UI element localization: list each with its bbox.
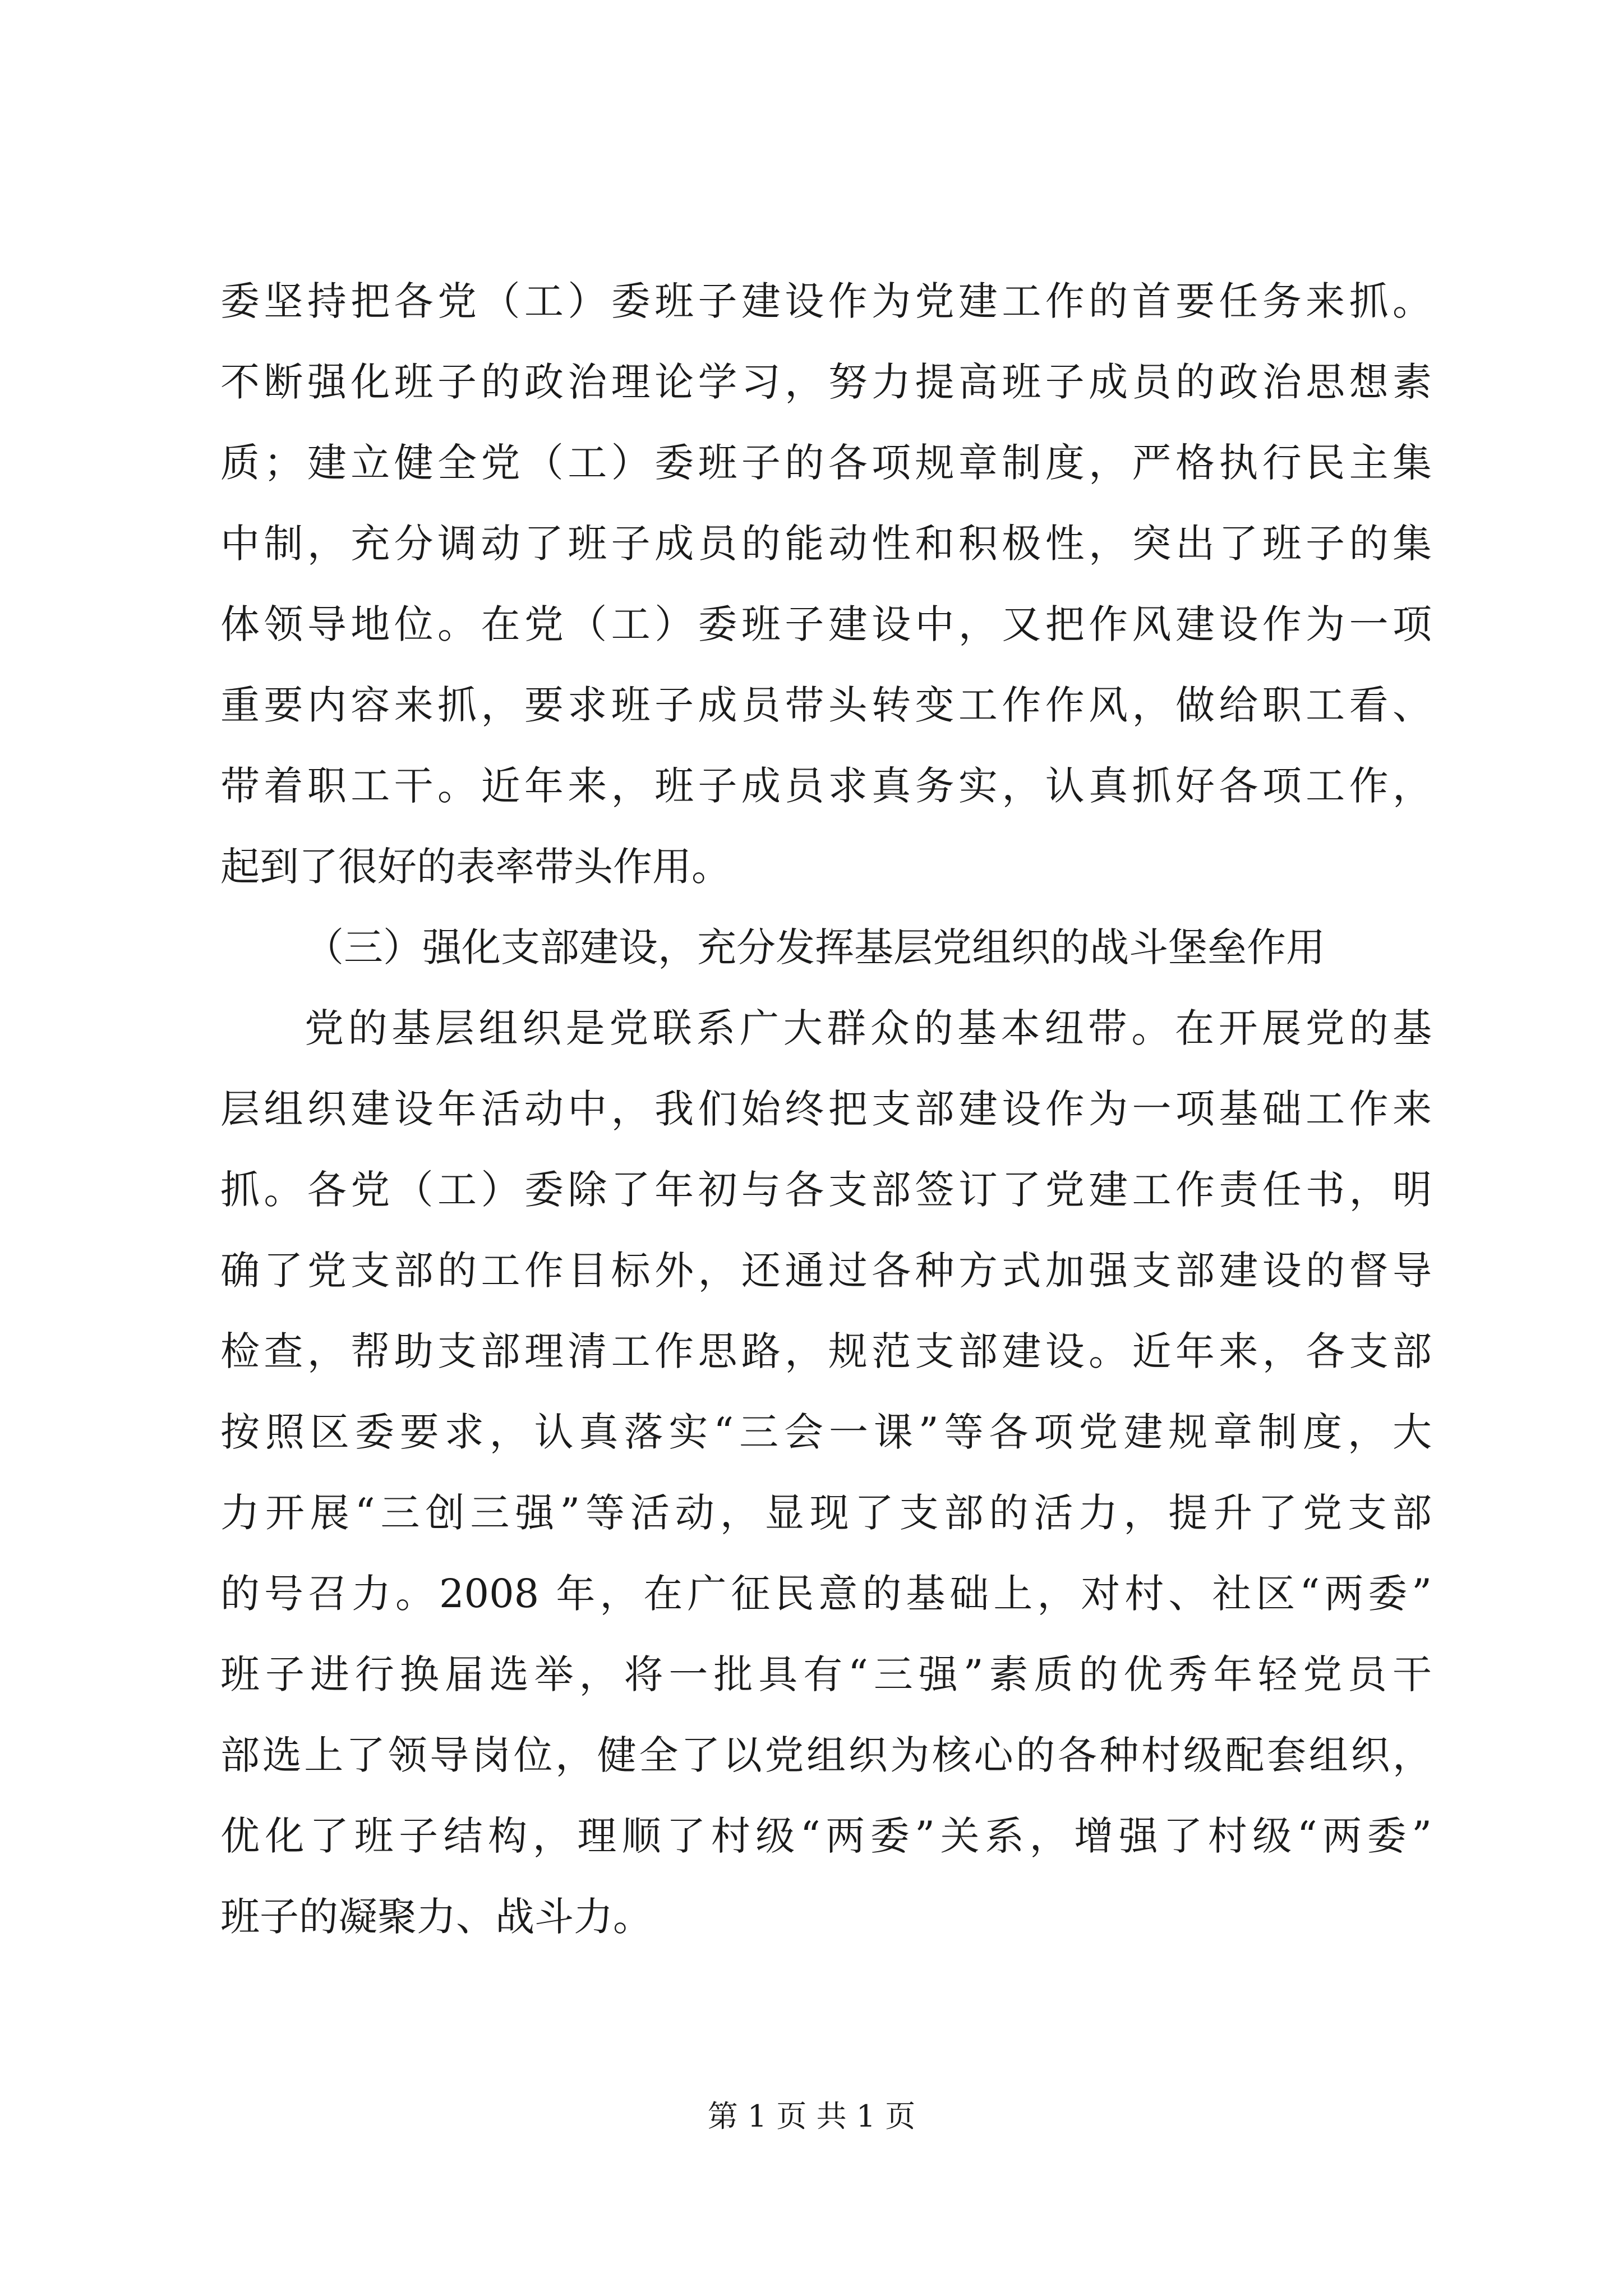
text-line: 体领导地位。在党（工）委班子建设中，又把作风建设作为一项 (220, 601, 1432, 647)
section-heading (220, 907, 1432, 988)
text-line: 部选上了领导岗位，健全了以党组织为核心的各种村级配套组织， (220, 1732, 1432, 1778)
text-line: 班子的凝聚力、战斗力。 (220, 1894, 652, 1940)
section-heading-text: （三）强化支部建设，充分发挥基层党组织的战斗堡垒作用 (305, 924, 1325, 970)
text-line: 按照区委要求，认真落实“三会一课”等各项党建规章制度，大 (220, 1409, 1432, 1455)
page-number-label: 第 1 页 共 1 页 (707, 2099, 916, 2134)
text-line: 力开展“三创三强”等活动，显现了支部的活力，提升了党支部 (220, 1490, 1432, 1536)
text-line: 班子进行换届选举，将一批具有“三强”素质的优秀年轻党员干 (220, 1651, 1432, 1697)
text-line: 中制，充分调动了班子成员的能动性和积极性，突出了班子的集 (220, 521, 1432, 567)
text-line: 层组织建设年活动中，我们始终把支部建设作为一项基础工作来 (220, 1086, 1432, 1132)
text-line: 委坚持把各党（工）委班子建设作为党建工作的首要任务来抓。 (220, 278, 1432, 324)
text-line: 的号召力。2008 年，在广征民意的基础上，对村、社区“两委” (220, 1571, 1432, 1617)
text-line: 不断强化班子的政治理论学习，努力提高班子成员的政治思想素 (220, 359, 1432, 405)
paragraph-2 (220, 988, 1432, 1957)
text-line: 重要内容来抓，要求班子成员带头转变工作作风，做给职工看、 (220, 682, 1432, 728)
text-line: 起到了很好的表率带头作用。 (220, 844, 731, 890)
text-line: 党的基层组织是党联系广大群众的基本纽带。在开展党的基 (305, 1005, 1432, 1051)
document-body (220, 261, 1432, 1957)
text-line: 确了党支部的工作目标外，还通过各种方式加强支部建设的督导 (220, 1248, 1432, 1294)
text-line: 带着职工干。近年来，班子成员求真务实，认真抓好各项工作， (220, 763, 1432, 809)
text-line: 检查，帮助支部理清工作思路，规范支部建设。近年来，各支部 (220, 1328, 1432, 1374)
text-line: 质；建立健全党（工）委班子的各项规章制度，严格执行民主集 (220, 440, 1432, 486)
text-line: 抓。各党（工）委除了年初与各支部签订了党建工作责任书，明 (220, 1167, 1432, 1213)
paragraph-1 (220, 261, 1432, 907)
page-footer (0, 2097, 1623, 2136)
text-line: 优化了班子结构，理顺了村级“两委”关系，增强了村级“两委” (220, 1813, 1432, 1859)
